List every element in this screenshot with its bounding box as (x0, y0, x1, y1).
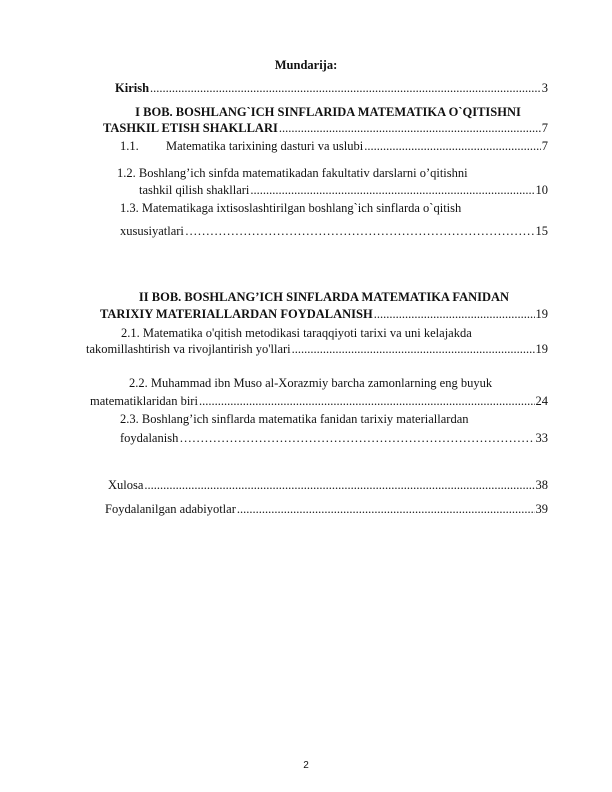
toc-page-number: 33 (535, 431, 548, 445)
dot-leader (144, 478, 534, 493)
toc-page-number: 24 (535, 394, 548, 408)
toc-entry-label: foydalanish (120, 431, 179, 445)
toc-entry-label: 2.1. Matematika o'qitish metodikasi taraqqiyoti tarixi va uni kelajakda (121, 326, 472, 340)
toc-entry-label: Xulosa (108, 478, 144, 492)
dot-leader (292, 342, 535, 357)
toc-entry-2-3-line1 (120, 412, 548, 427)
toc-page-number: 19 (535, 342, 548, 356)
toc-entry-2-2-line1 (129, 376, 548, 391)
toc-section-number: 1.1. (120, 139, 139, 153)
dot-leader (250, 183, 534, 198)
toc-page-number: 39 (535, 502, 548, 516)
toc-entry-label: xususiyatlari (120, 224, 184, 238)
toc-entry-1-3[interactable] (120, 224, 548, 239)
toc-entry-label: matematiklaridan biri (90, 394, 198, 408)
page-number: 2 (303, 760, 309, 771)
toc-entry-label: 2.3. Boshlang’ich sinflarda matematika fanidan tarixiy materiallardan (120, 412, 469, 426)
toc-entry-kirish[interactable] (115, 81, 548, 96)
toc-entry-label: tashkil qilish shakllari (139, 183, 250, 197)
toc-entry-1-3-line1 (120, 201, 548, 216)
toc-entry-2-3[interactable] (120, 431, 548, 446)
toc-entry-1-2-line1 (117, 166, 548, 181)
toc-page-number: 10 (535, 183, 548, 197)
page-title: Mundarija: (274, 58, 338, 72)
toc-chapter-1-title-line1: I BOB. BOSHLANG`ICH SINFLARIDA MATEMATIKA O`QITISHNI (135, 105, 521, 119)
toc-entry-label: Kirish (115, 81, 150, 95)
dot-leader (374, 307, 535, 322)
toc-page-number: 15 (535, 224, 548, 238)
toc-page-number: 3 (541, 81, 548, 95)
toc-chapter-2-title-line1: II BOB. BOSHLANG’ICH SINFLARDA MATEMATIKA FANIDAN (138, 290, 510, 304)
toc-page-number: 7 (541, 139, 548, 153)
toc-entry-label: 2.2. Muhammad ibn Muso al-Xorazmiy barcha zamonlarning eng buyuk (129, 376, 493, 390)
dot-leader (364, 139, 541, 154)
toc-entry-label: Foydalanilgan adabiyotlar (105, 502, 236, 516)
toc-page-number: 19 (535, 307, 548, 321)
toc-entry-2-2[interactable] (90, 394, 548, 409)
toc-entry-xulosa[interactable] (108, 478, 548, 493)
toc-entry-label: 1.3. Matematikaga ixtisoslashtirilgan boshlang`ich sinflarda o`qitish (120, 201, 462, 215)
toc-entry-adabiyotlar[interactable] (105, 502, 548, 517)
dot-leader (279, 121, 541, 136)
toc-entry-label: Matematika tarixining dasturi va uslubi (166, 139, 364, 153)
toc-entry-1-1[interactable] (120, 139, 548, 154)
dot-leader (199, 394, 535, 409)
dot-leader (237, 502, 535, 517)
toc-entry-chapter-1[interactable] (103, 121, 548, 136)
toc-entry-label: takomillashtirish va rivojlantirish yo'llari (86, 342, 291, 356)
toc-page-number: 38 (535, 478, 548, 492)
dot-leader (179, 431, 534, 446)
toc-entry-label: TARIXIY MATERIALLARDAN FOYDALANISH (100, 307, 373, 321)
toc-entry-chapter-2[interactable] (100, 307, 548, 322)
dot-leader (185, 224, 535, 239)
toc-entry-label: 1.2. Boshlang’ich sinfda matematikadan fakultativ darslarni o’qitishni (117, 166, 468, 180)
toc-entry-2-1-line1 (121, 326, 548, 341)
toc-entry-2-1[interactable] (86, 342, 548, 357)
dot-leader (150, 81, 541, 96)
toc-page-number: 7 (541, 121, 548, 135)
toc-entry-label: TASHKIL ETISH SHAKLLARI (103, 121, 278, 135)
toc-entry-1-2[interactable] (139, 183, 548, 198)
